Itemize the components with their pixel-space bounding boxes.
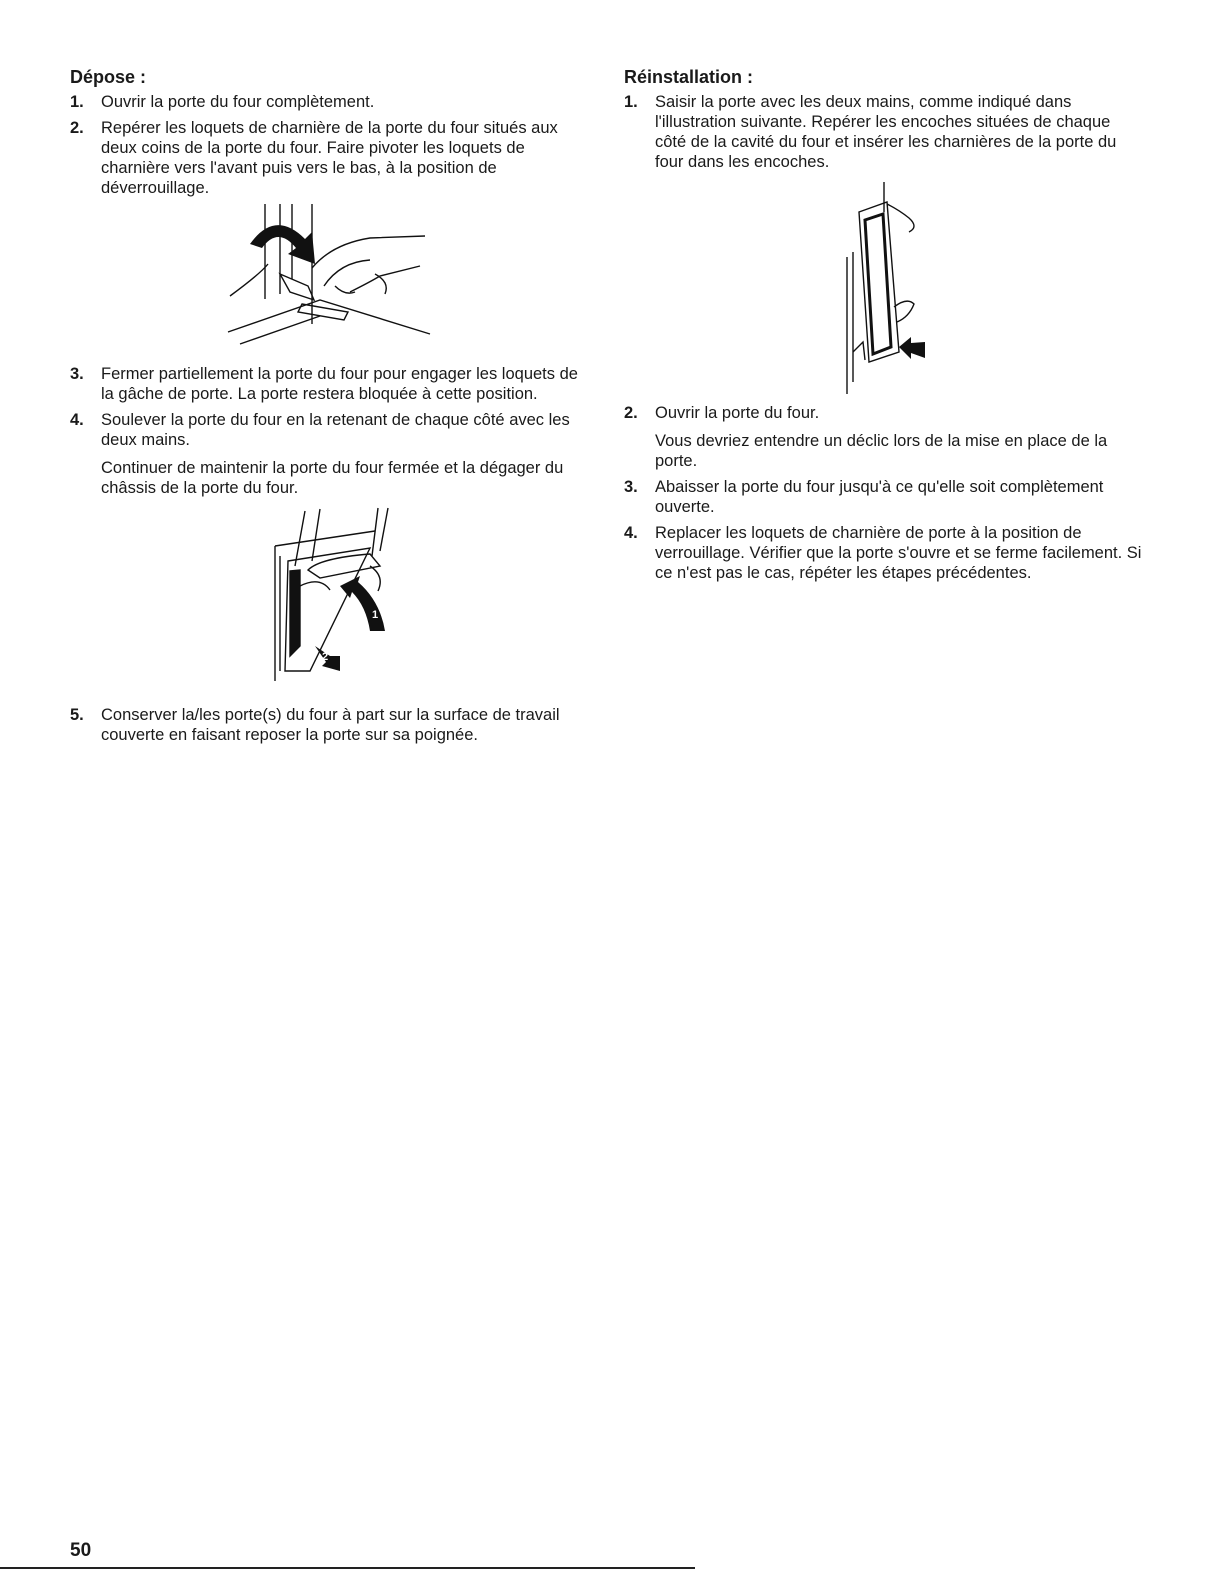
lift-door-illustration bbox=[260, 506, 420, 691]
reinstall-step-2 bbox=[624, 403, 1144, 471]
removal-step-3 bbox=[70, 364, 590, 404]
removal-step-5 bbox=[70, 705, 590, 745]
reinstall-step-4 bbox=[624, 523, 1144, 583]
step-text: Replacer les loquets de charnière de porte à la position de verrouillage. Vérifier que la porte s'ouvre et se ferme facilement. Si ce n'est pas le cas, répéter les étapes précédentes. bbox=[655, 524, 1142, 582]
step-number: 5. bbox=[70, 706, 84, 724]
step-number: 4. bbox=[624, 524, 638, 542]
figure-label: 1 bbox=[372, 609, 379, 621]
insert-arrow-icon bbox=[899, 337, 925, 359]
step-text: Abaisser la porte du four jusqu'à ce qu'elle soit complètement ouverte. bbox=[655, 478, 1104, 516]
step-number: 2. bbox=[624, 404, 638, 422]
page-number: 50 bbox=[70, 1540, 92, 1561]
step-number: 3. bbox=[624, 478, 638, 496]
step-number: 1. bbox=[624, 93, 638, 111]
insert-door-illustration bbox=[839, 182, 949, 397]
step-text: Soulever la porte du four en la retenant de chaque côté avec les deux mains. bbox=[101, 411, 570, 449]
step-number: 2. bbox=[70, 119, 84, 137]
step-text: Repérer les loquets de charnière de la porte du four situés aux deux coins de la porte du four. Faire pivoter les loquets de charnière vers l'avant puis vers le bas, à la position de déverrouillage. bbox=[101, 119, 558, 197]
step-text: Saisir la porte avec les deux mains, comme indiqué dans l'illustration suivante. Repérer les encoches situées de chaque côté de la cavité du four et insérer les charnières de la porte du four dans les encoches. bbox=[655, 93, 1117, 171]
step-text: Ouvrir la porte du four complètement. bbox=[101, 93, 375, 111]
removal-step-2 bbox=[70, 118, 590, 198]
footer-divider bbox=[0, 1567, 695, 1569]
removal-section bbox=[70, 66, 590, 751]
step-number: 4. bbox=[70, 411, 84, 429]
removal-step-4 bbox=[70, 410, 590, 498]
step-text: Conserver la/les porte(s) du four à part sur la surface de travail couverte en faisant reposer la porte sur sa poignée. bbox=[101, 706, 560, 744]
rotate-arrow-icon bbox=[250, 225, 315, 264]
reinstall-section bbox=[624, 66, 1144, 589]
removal-step-1 bbox=[70, 92, 590, 112]
hinge-latch-illustration bbox=[220, 204, 450, 354]
reinstall-step-1 bbox=[624, 92, 1144, 172]
step-text: Ouvrir la porte du four. bbox=[655, 404, 820, 422]
step-text-continued: Vous devriez entendre un déclic lors de la mise en place de la porte. bbox=[655, 432, 1108, 470]
reinstall-heading: Réinstallation : bbox=[624, 67, 754, 87]
step-number: 3. bbox=[70, 365, 84, 383]
step-text: Fermer partiellement la porte du four pour engager les loquets de la gâche de porte. La porte restera bloquée à cette position. bbox=[101, 365, 578, 403]
removal-heading: Dépose : bbox=[70, 67, 147, 87]
step-number: 1. bbox=[70, 93, 84, 111]
lift-arrow-icon bbox=[340, 576, 385, 631]
reinstall-step-3 bbox=[624, 477, 1144, 517]
figure-label: 2 bbox=[322, 651, 329, 663]
step-text-continued: Continuer de maintenir la porte du four fermée et la dégager du châssis de la porte du four. bbox=[101, 459, 564, 497]
